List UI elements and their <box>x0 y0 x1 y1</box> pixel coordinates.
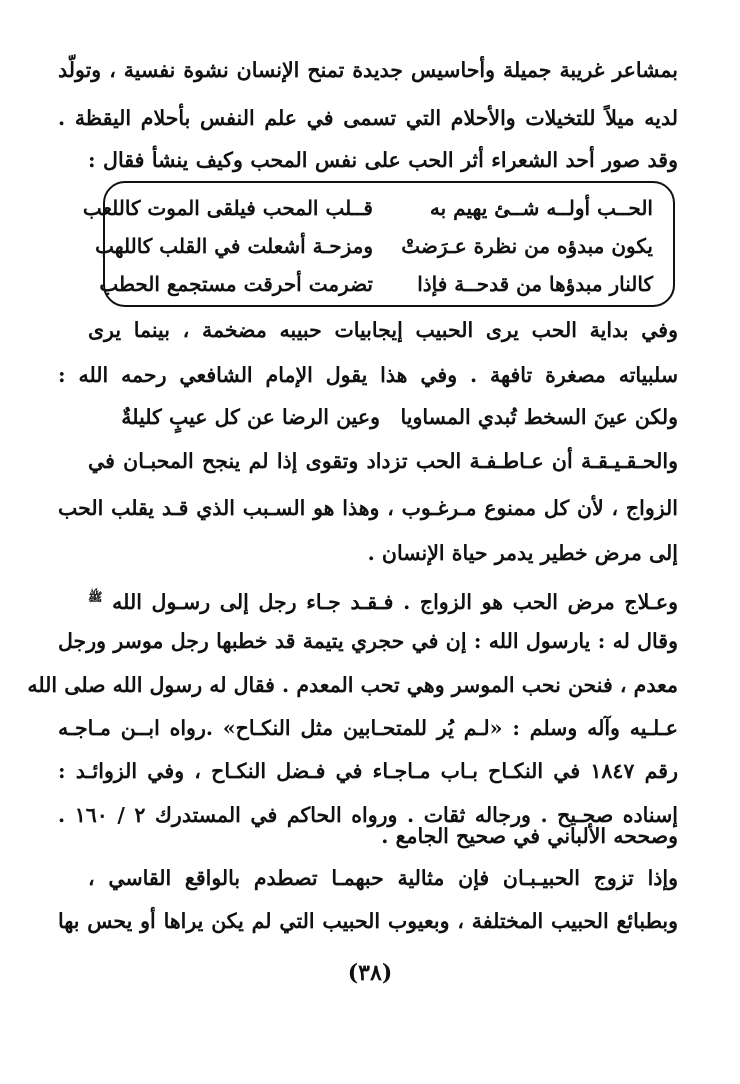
text-line: سلبياته مصغرة تافهة . وفي هذا يقول الإمام الشافعي رحمه الله : <box>58 363 678 387</box>
verse-hemistich: وعين الرضا عن كل عيبٍ كليلةٌ <box>121 405 380 429</box>
text-line: وبطبائع الحبيب المختلفة ، وبعيوب الحبيب التي لم يكن يراها أو يحس بها <box>58 909 678 933</box>
poem-hemistich: تضرمت أحرقت مستجمع الحطب <box>99 272 373 296</box>
text-line: وصححه الألباني في صحيح الجامع . <box>381 824 678 848</box>
text-line: إسناده صحـيح . ورجاله ثقات . ورواه الحاكم في المستدرك ٢ / ١٦٠ . <box>58 803 678 827</box>
verse-hemistich: ولكن عينَ السخط تُبدي المساويا <box>400 405 678 429</box>
text-line: وفي بداية الحب يرى الحبيب إيجابيات حبيبه مضخمة ، بينما يرى <box>88 318 678 342</box>
text-line: لديه ميلاً للتخيلات والأحلام التي تسمى في علم النفس بأحلام اليقظة . <box>58 106 678 130</box>
text-line: إلى مرض خطير يدمر حياة الإنسان . <box>367 541 678 565</box>
poem-hemistich: كالنار مبدؤها من قدحــة فإذا <box>417 272 653 296</box>
text-line: وإذا تزوج الحبيـبـان فإن مثالية حبهمـا تصطدم بالواقع القاسي ، <box>88 866 678 890</box>
text-line: وقد صور أحد الشعراء أثر الحب على نفس المحب وكيف ينشأ فقال : <box>88 148 678 172</box>
text-line: معدم ، فنحن نحب الموسر وهي تحب المعدم . فقال له رسول الله صلى الله <box>27 673 678 697</box>
text-line: بمشاعر غريبة جميلة وأحاسيس جديدة تمنح الإنسان نشوة نفسية ، وتولّد <box>58 58 678 82</box>
text-line <box>88 582 678 617</box>
page-number: (٣٨) <box>347 960 393 986</box>
poem-hemistich: قــلب المحب فيلقى الموت كاللعب <box>82 196 373 220</box>
text-line: الزواج ، لأن كل ممنوع مـرغـوب ، وهذا هو السـبب الذي قـد يقلب الحب <box>58 496 678 520</box>
poem-hemistich: الحــب أولــه شــئ يهيم به <box>429 196 653 220</box>
text-line: رقم ١٨٤٧ في النكـاح بـاب مـاجـاء في فـضل النكـاح ، وفي الزوائـد : <box>58 759 678 783</box>
text-span: وعـلاج مرض الحب هو الزواج . فـقـد جـاء رجل إلى رسـول الله <box>112 589 678 614</box>
poem-box <box>82 181 675 307</box>
text-line: والحـقـيـقـة أن عـاطـفـة الحب تزداد وتقوى إذا لم ينجح المحبـان في <box>88 449 678 473</box>
poem-hemistich: يكون مبدؤه من نظرة عـرَضتْ <box>401 234 653 258</box>
text-line: وقال له : يارسول الله : إن في حجري يتيمة قد خطبها رجل موسر ورجل <box>58 629 678 653</box>
salla-symbol: ﷺ <box>88 590 103 604</box>
text-line: عـلـيه وآله وسلم : «لـم يُر للمتحـابين مثل النكـاح» .رواه ابــن مـاجـه <box>58 716 678 740</box>
poem-hemistich: ومزحـة أشعلت في القلب كاللهب <box>95 234 373 258</box>
